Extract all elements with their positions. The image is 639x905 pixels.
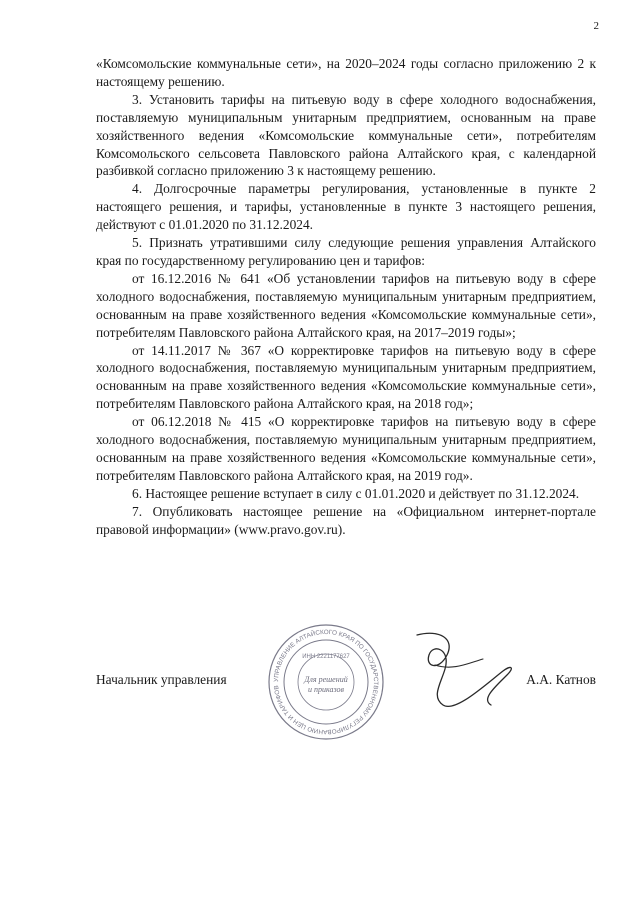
handwritten-signature — [395, 625, 525, 720]
stamp-center-line2: и приказов — [307, 685, 345, 694]
signatory-title: Начальник управления — [96, 672, 227, 687]
stamp-inn: ИНН 2221177627 — [302, 654, 350, 660]
signatory-name: А.А. Катнов — [526, 672, 596, 687]
paragraph: 7. Опубликовать настоящее решение на «Официальном интернет-портале правовой информации» (www.pravo.gov.ru). — [96, 503, 596, 537]
paragraph: 3. Установить тарифы на питьевую воду в сфере холодного водоснабжения, поставляемую муниципальным унитарным предприятием, основанным на праве хозяйственного ведения «Комсомольские коммунальные сети», потребителям Комсомольского сельсовета Павловского района Алтайского края, с календарной разбивкой согласно приложению 3 к настоящему решению. — [96, 91, 596, 179]
paragraph: от 14.11.2017 № 367 «О корректировке тарифов на питьевую воду в сфере холодного водоснабжения, поставляемую муниципальным унитарным предприятием, основанным на праве хозяйственного ведения «Комсомольские коммунальные сети», потребителям Павловского района Алтайского края, на 2018 год»; — [96, 342, 596, 412]
document-body — [96, 55, 596, 538]
stamp-ring-text: УПРАВЛЕНИЕ АЛТАЙСКОГО КРАЯ ПО ГОСУДАРСТВЕННОМУ РЕГУЛИРОВАНИЮ ЦЕН И ТАРИФОВ — [272, 628, 380, 736]
paragraph: 4. Долгосрочные параметры регулирования, установленные в пункте 2 настоящего решения, и тарифы, установленные в пункте 3 настоящего решения, действуют с 01.01.2020 по 31.12.2024. — [96, 181, 596, 233]
page-number: 2 — [593, 20, 599, 32]
paragraph: от 16.12.2016 № 641 «Об установлении тарифов на питьевую воду в сфере холодного водоснабжения, поставляемую муниципальным унитарным предприятием, основанным на праве хозяйственного ведения «Комсомольские коммунальные сети», потребителям Павловского района Алтайского края, на 2017–2019 годы»; — [96, 270, 596, 340]
paragraph: «Комсомольские коммунальные сети», на 2020–2024 годы согласно приложению 2 к настоящему решению. — [96, 56, 596, 89]
paragraph: 5. Признать утратившими силу следующие решения управления Алтайского края по государственному регулированию цен и тарифов: — [96, 235, 596, 268]
stamp-center-line1: Для решений — [304, 675, 348, 684]
official-stamp — [266, 622, 386, 742]
paragraph: 6. Настоящее решение вступает в силу с 01.01.2020 и действует по 31.12.2024. — [132, 485, 580, 501]
paragraph: от 06.12.2018 № 415 «О корректировке тарифов на питьевую воду в сфере холодного водоснабжения, поставляемую муниципальным унитарным предприятием, основанным на праве хозяйственного ведения «Комсомольские коммунальные сети», потребителям Павловского района Алтайского края, на 2019 год». — [96, 414, 596, 483]
